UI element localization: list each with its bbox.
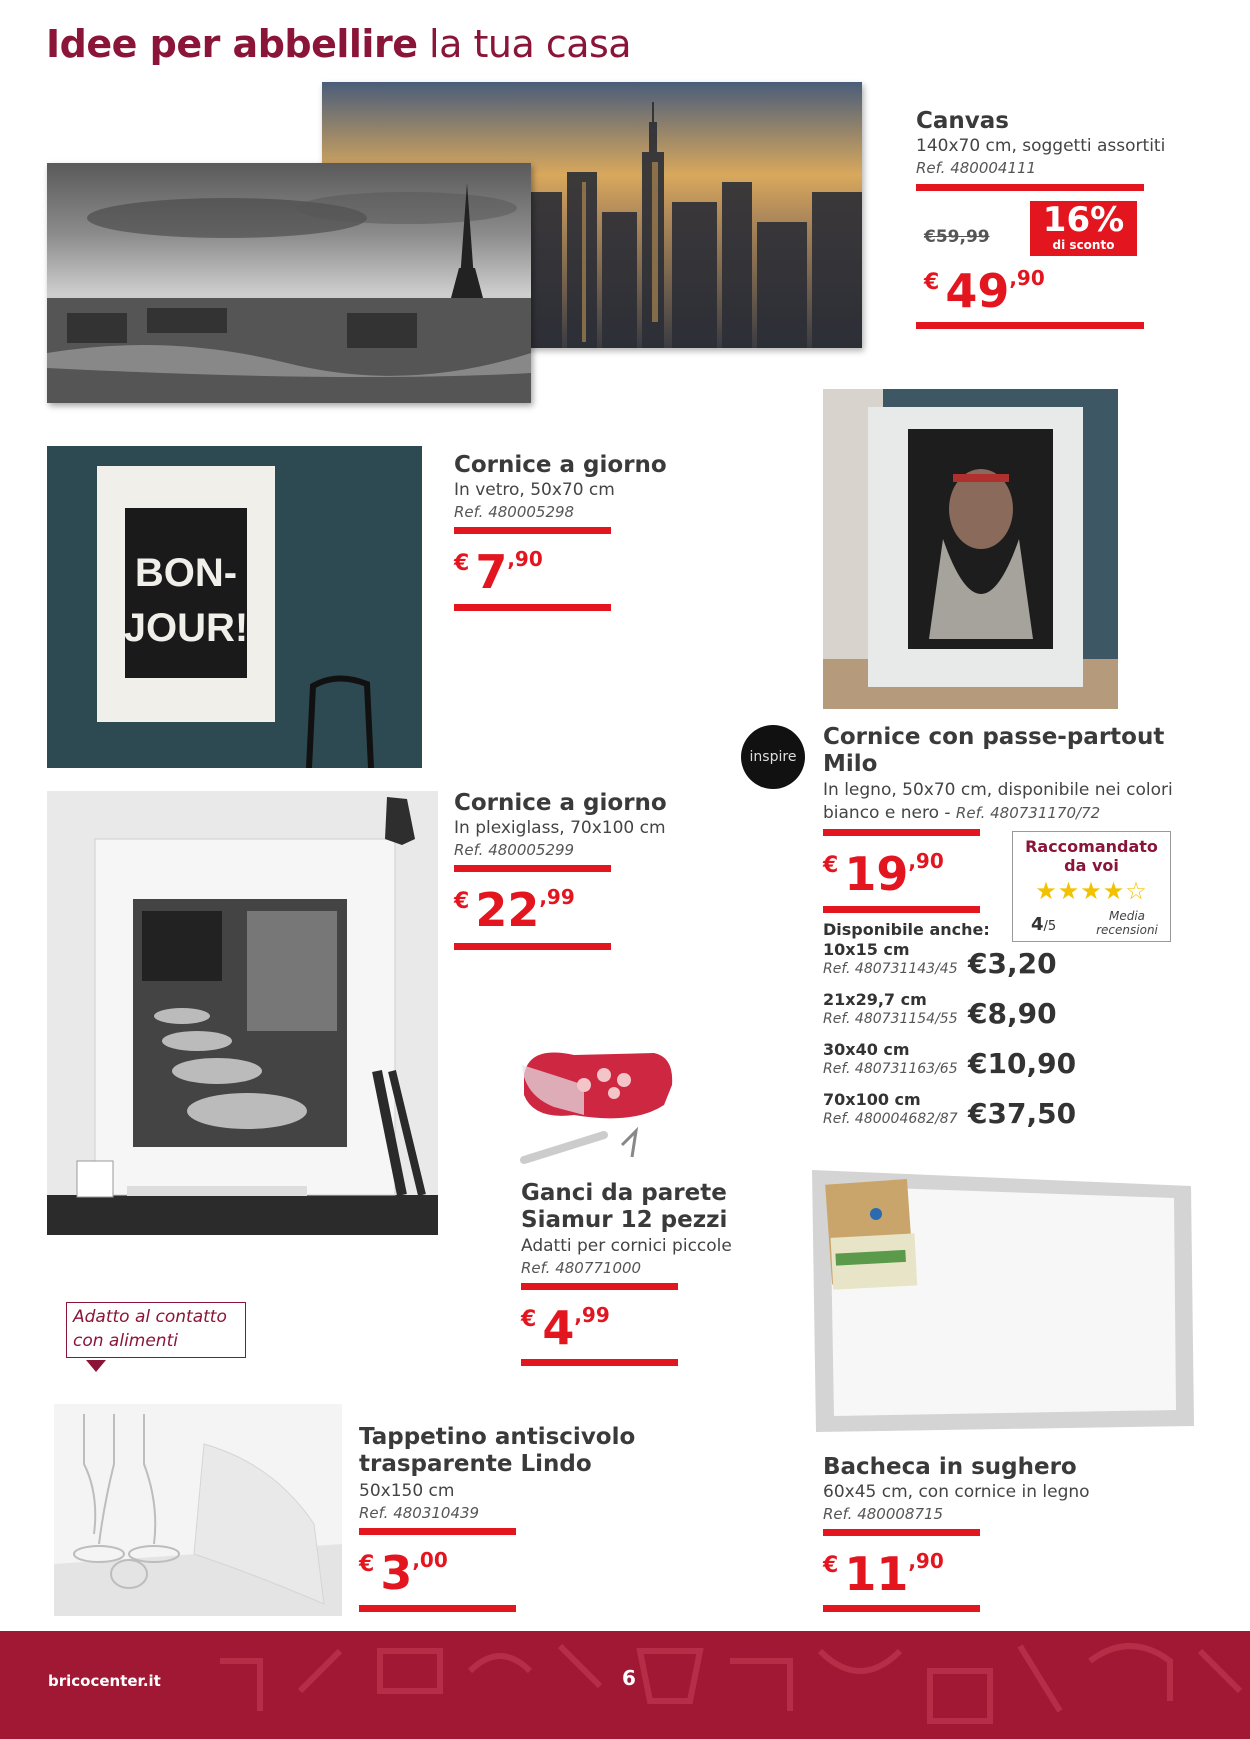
food-contact-badge [66,1302,246,1358]
cornice-vetro-top-bar [454,527,611,534]
price-currency: € [823,1553,839,1578]
tappetino-bottom-bar [359,1605,516,1612]
variant-size: 30x40 cm [823,1040,910,1059]
variant-price: €8,90 [968,997,1057,1030]
variant-ref: Ref. 480731163/65 [823,1061,958,1077]
title-bold: Idee per abbellire [46,22,418,66]
variant-size: 10x15 cm [823,940,910,959]
variant-price: €37,50 [968,1097,1077,1130]
milo-frame-image [823,389,1118,709]
star-filled-icon: ★ [1035,877,1058,905]
ganci-bottom-bar [521,1359,678,1366]
inspire-logo-text: inspire [749,749,797,765]
price-decimal: ,90 [1009,266,1045,290]
also-available-label: Disponibile anche: [823,920,990,939]
cornice-plexi-desc: In plexiglass, 70x100 cm [454,818,666,838]
star-filled-icon: ★ [1080,877,1103,905]
milo-bottom-bar [823,906,980,913]
tappetino-price [359,1546,448,1600]
bacheca-top-bar [823,1529,980,1536]
page-number: 6 [622,1666,636,1690]
variant-ref: Ref. 480731154/55 [823,1011,958,1027]
review-box [1012,831,1171,942]
price-currency: € [454,551,470,576]
star-filled-icon: ★ [1057,877,1081,905]
cornice-vetro-name: Cornice a giorno [454,452,667,478]
cornice-plexi-bottom-bar [454,943,611,950]
variant-price: €3,20 [968,947,1057,980]
ganci-price [521,1301,610,1355]
price-currency: € [359,1552,375,1577]
price-decimal: ,00 [412,1548,448,1572]
canvas-desc: 140x70 cm, soggetti assortiti [916,136,1166,156]
price-integer: 3 [380,1546,413,1600]
variant-size: 70x100 cm [823,1090,921,1109]
canvas-ref: Ref. 480004111 [916,159,1037,177]
svg-text:BON-: BON- [134,551,238,595]
ganci-top-bar [521,1283,678,1290]
variant-price: €10,90 [968,1047,1077,1080]
tappetino-name-line1: Tappetino antiscivolo [359,1424,636,1450]
milo-name-line1: Cornice con passe-partout [823,724,1165,750]
canvas-paris-image [47,163,531,403]
milo-price [823,847,944,901]
milo-ref: Ref. 480731170/72 [955,804,1101,822]
tappetino-name-line2: trasparente Lindo [359,1451,592,1477]
price-integer: 49 [945,264,1010,318]
price-currency: € [521,1307,537,1332]
milo-desc-line2 [823,803,1100,824]
ganci-name [521,1180,727,1234]
star-empty-icon: ☆ [1125,877,1148,905]
milo-top-bar [823,829,980,836]
canvas-name: Canvas [916,108,1009,134]
bacheca-desc: 60x45 cm, con cornice in legno [823,1482,1090,1502]
footer-url[interactable]: bricocenter.it [48,1672,161,1690]
badge-line1: Adatto al contatto [73,1307,227,1327]
bacheca-bottom-bar [823,1605,980,1612]
price-decimal: ,90 [908,849,944,873]
canvas-bottom-bar [916,322,1144,329]
milo-desc-line1: In legno, 50x70 cm, disponibile nei colori [823,780,1173,800]
bacheca-price [823,1547,944,1601]
cornice-plexi-top-bar [454,865,611,872]
star-rating [1013,877,1170,905]
tappetino-desc: 50x150 cm [359,1481,455,1501]
canvas-price [924,264,1045,318]
cornice-plexi-price [454,883,575,937]
discount-percent: 16% [1042,200,1125,240]
discount-badge [1030,201,1137,256]
cornice-plexi-name: Cornice a giorno [454,790,667,816]
price-integer: 4 [542,1301,575,1355]
ganci-ref: Ref. 480771000 [521,1259,642,1277]
canvas-old-price: €59,99 [924,227,990,247]
review-title-1: Raccomandato [1025,837,1158,856]
price-integer: 22 [475,883,540,937]
title-rest: la tua casa [417,22,632,66]
variant-ref: Ref. 480731143/45 [823,961,958,977]
cornice-vetro-desc: In vetro, 50x70 cm [454,480,615,500]
hooks-image [514,1035,679,1175]
variant-size: 21x29,7 cm [823,990,927,1009]
cornice-vetro-bottom-bar [454,604,611,611]
tappetino-ref: Ref. 480310439 [359,1504,480,1522]
price-decimal: ,90 [908,1549,944,1573]
price-integer: 7 [475,545,508,599]
inspire-logo [741,725,805,789]
milo-desc-text: bianco e nero - [823,803,951,823]
variant-ref: Ref. 480004682/87 [823,1111,958,1127]
bacheca-ref: Ref. 480008715 [823,1505,944,1523]
ganci-name-line2: Siamur 12 pezzi [521,1207,728,1233]
badge-line2: con alimenti [73,1331,178,1351]
bonjour-frame-image [47,446,422,768]
price-decimal: ,90 [507,547,543,571]
review-note [1085,909,1169,937]
rating-max: /5 [1043,919,1057,934]
tappetino-top-bar [359,1528,516,1535]
tappetino-name [359,1424,635,1478]
price-currency: € [924,270,940,295]
page-title [46,22,631,66]
svg-text:JOUR!: JOUR! [123,606,249,650]
review-note-1: Media [1108,909,1146,923]
corkboard-image [806,1164,1197,1440]
cornice-vetro-ref: Ref. 480005298 [454,503,575,521]
cafe-frame-image [47,791,438,1235]
price-currency: € [823,853,839,878]
bacheca-name: Bacheca in sughero [823,1454,1077,1480]
ganci-desc: Adatti per cornici piccole [521,1236,732,1256]
badge-pointer-icon [86,1360,106,1372]
milo-name-line2: Milo [823,751,878,777]
price-integer: 11 [844,1547,909,1601]
price-currency: € [454,889,470,914]
rating-value [1031,914,1056,935]
ganci-name-line1: Ganci da parete [521,1180,727,1206]
mat-image [54,1404,342,1616]
review-title-2: da voi [1064,856,1119,875]
price-decimal: ,99 [539,885,575,909]
price-decimal: ,99 [574,1303,610,1327]
price-integer: 19 [844,847,909,901]
milo-name [823,724,1164,778]
rating-number: 4 [1031,914,1044,935]
canvas-top-bar [916,184,1144,191]
review-note-2: recensioni [1096,923,1158,937]
discount-label: di sconto [1052,238,1115,252]
cornice-plexi-ref: Ref. 480005299 [454,841,575,859]
cornice-vetro-price [454,545,543,599]
star-filled-icon: ★ [1102,877,1126,905]
